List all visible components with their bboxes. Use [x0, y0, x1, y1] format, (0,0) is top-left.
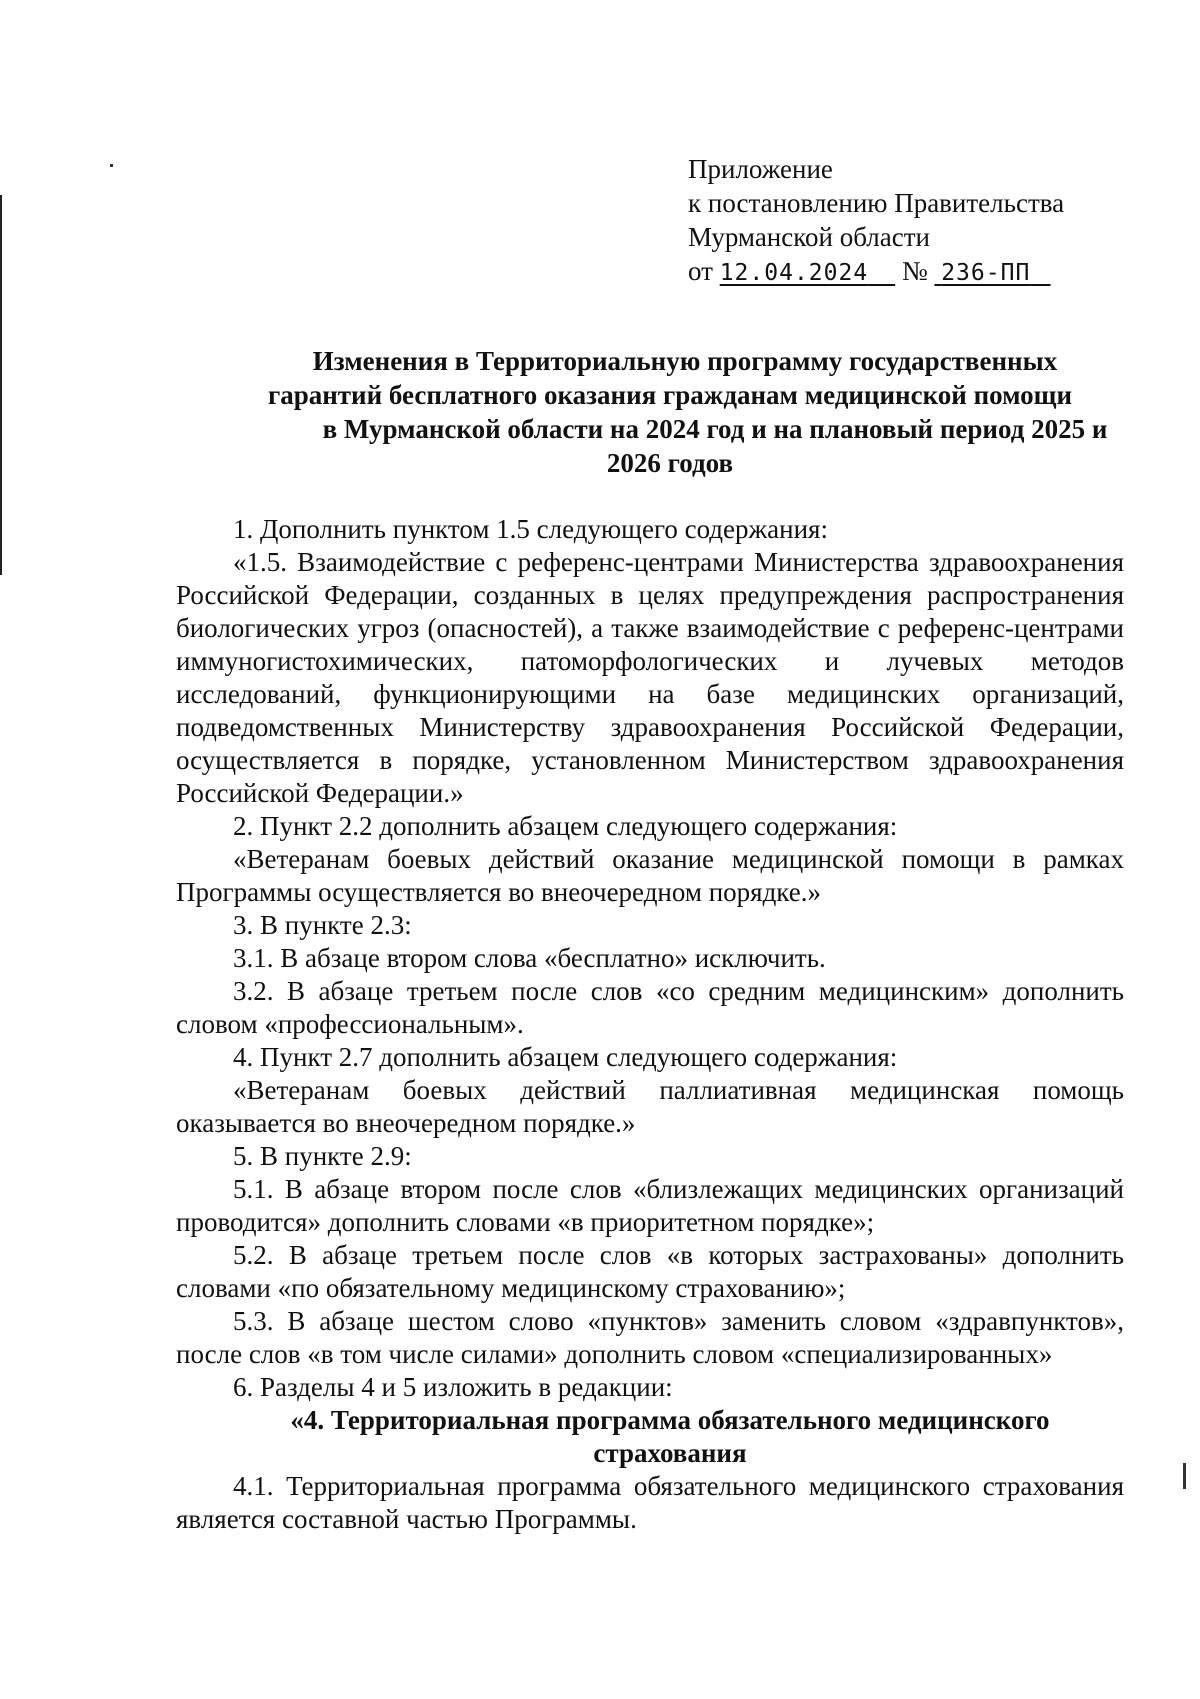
paragraph: «Ветеранам боевых действий оказание медицинской помощи в рамках Программы осуществляется во внеочередном порядке.»	[176, 844, 1124, 907]
title-line: в Мурманской области на 2024 год и на плановый период 2025 и	[322, 414, 1108, 444]
appendix-block	[688, 152, 1108, 290]
resolution-number: 236-ПП	[941, 260, 1031, 286]
number-underline	[934, 256, 1050, 286]
document-body	[176, 513, 1124, 1536]
section-heading-line: «4. Территориальная программа обязательного медицинского	[290, 1405, 1050, 1435]
appendix-date-line	[688, 254, 1108, 290]
paragraph: 3. В пункте 2.3:	[233, 910, 412, 940]
scan-speck	[110, 164, 113, 167]
document-title	[210, 344, 1130, 480]
paragraph: «Ветеранам боевых действий паллиативная медицинская помощь оказывается во внеочередном порядке.»	[176, 1075, 1124, 1138]
title-line: 2026 годов	[606, 448, 734, 478]
paragraph: 5.1. В абзаце втором после слов «близлежащих медицинских организаций проводится» дополнить словами «в приоритетном порядке»;	[176, 1174, 1124, 1237]
paragraph: 5.3. В абзаце шестом слово «пунктов» заменить словом «здравпунктов», после слов «в том числе силами» дополнить словом «специализированных»	[176, 1306, 1124, 1369]
section-heading	[176, 1404, 1124, 1470]
appendix-label: Приложение	[688, 154, 833, 184]
paragraph: «1.5. Взаимодействие с референс-центрами Министерства здравоохранения Российской Федерации, созданных в целях предупреждения распространения биологических угроз (опасностей), а также взаимодействие с референс-центрами иммуногистохимических, патоморфологических и лучевых методов исследований, функционирующими на базе медицинских организаций, подведомственных Министерству здравоохранения Российской Федерации, осуществляется в порядке, установленном Министерством здравоохранения Российской Федерации.»	[176, 547, 1124, 808]
paragraph: 4.1. Территориальная программа обязательного медицинского страхования является составной частью Программы.	[176, 1471, 1124, 1534]
appendix-resolution: к постановлению Правительства	[688, 188, 1065, 218]
scan-speck	[1183, 1463, 1186, 1489]
date-underline	[720, 256, 895, 286]
section-heading-line: страхования	[593, 1438, 747, 1468]
number-prefix: №	[901, 256, 928, 286]
paragraph: 2. Пункт 2.2 дополнить абзацем следующего содержания:	[233, 811, 898, 841]
appendix-region: Мурманской области	[688, 222, 930, 252]
scan-edge-mark	[0, 195, 2, 575]
paragraph: 6. Разделы 4 и 5 изложить в редакции:	[233, 1372, 673, 1402]
paragraph: 5.2. В абзаце третьем после слов «в которых застрахованы» дополнить словами «по обязательному медицинскому страхованию»;	[176, 1240, 1124, 1303]
title-line: гарантий бесплатного оказания гражданам медицинской помощи	[267, 380, 1073, 410]
title-line: Изменения в Территориальную программу государственных	[312, 346, 1058, 376]
paragraph: 5. В пункте 2.9:	[233, 1141, 412, 1171]
paragraph: 1. Дополнить пунктом 1.5 следующего содержания:	[233, 514, 828, 544]
paragraph: 3.2. В абзаце третьем после слов «со средним медицинским» дополнить словом «профессиональным».	[176, 976, 1124, 1039]
paragraph: 3.1. В абзаце втором слова «бесплатно» исключить.	[233, 943, 826, 973]
resolution-date: 12.04.2024	[719, 260, 869, 286]
paragraph: 4. Пункт 2.7 дополнить абзацем следующего содержания:	[233, 1042, 898, 1072]
date-prefix: от	[688, 256, 713, 286]
